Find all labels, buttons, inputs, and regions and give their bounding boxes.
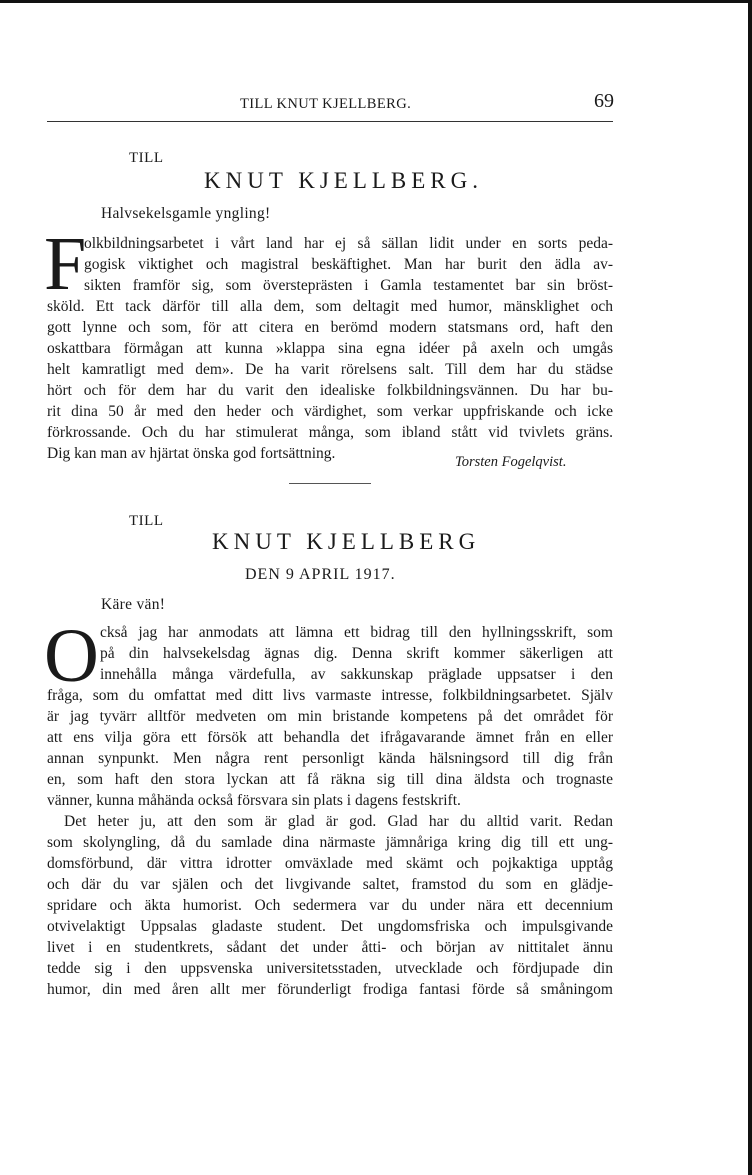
section1-dropcap: F [44, 222, 87, 306]
section2-line: otvivelaktigt Uppsalas gladaste student. Det ungdomsfriska och impulsgivande [47, 918, 613, 935]
section1-signature: Torsten Fogelqvist. [455, 454, 567, 470]
section2-till: TILL [129, 513, 164, 529]
section1-line: helt kamratligt med dem». De ha varit rörelsens salt. Till dem har du städse [47, 361, 613, 378]
section1-line: sikten framför sig, som översteprästen i Gamla testamentet bar sin bröst- [84, 277, 613, 294]
running-header-title: TILL KNUT KJELLBERG. [240, 96, 412, 112]
section1-line: förkrossande. Och du har stimulerat många, som ibland stått vid tvivlets gräns. [47, 424, 613, 441]
section1-line: olkbildningsarbetet i vårt land har ej så sällan lidit under en sorts peda- [84, 235, 613, 252]
section1-line: gott lynne och som, för att citera en berömd modern statsmans ord, haft den [47, 319, 613, 336]
section2-line: att ens vilja göra ett försök att behandla det ifrågavarande ämnet från en eller [47, 729, 613, 746]
section2-line: vänner, kunna måhända också försvara sin plats i dagens festskrift. [47, 792, 461, 809]
section1-line: Dig kan man av hjärtat önska god fortsättning. [47, 445, 336, 462]
section2-line: fråga, som du omfattat med ditt livs varmaste intresse, folkbildningsarbetet. Själv [47, 687, 613, 704]
section1-line: oskattbara förmågan att kunna »klappa sina egna idéer på axeln och umgås [47, 340, 613, 357]
section2-title: KNUT KJELLBERG [212, 529, 481, 554]
section1-till: TILL [129, 150, 164, 166]
section2-line: humor, din med åren allt mer förunderligt frodiga fantasi förde så småningom [47, 981, 613, 998]
scan-right-edge [748, 0, 752, 1175]
section2-line: spridare och äkta humorist. Och sedermera var du under nära ett decennium [47, 897, 613, 914]
section2-line: Det heter ju, att den som är glad är god. Glad har du alltid varit. Redan [64, 813, 613, 830]
section2-line: ckså jag har anmodats att lämna ett bidrag till den hyllningsskrift, som [100, 624, 613, 641]
section-divider [289, 483, 371, 484]
section1-title: KNUT KJELLBERG. [204, 168, 484, 193]
section1-line: sköld. Ett tack därför till alla dem, som deltagit med humor, mänsklighet och [47, 298, 613, 315]
scan-top-edge [0, 0, 752, 3]
section2-line: och där du var själen och det livgivande saltet, framstod du som en glädje- [47, 876, 613, 893]
section2-line: domsförbund, där vittra idrotter omväxlade med skämt och pojkaktiga upptåg [47, 855, 613, 872]
page-number: 69 [594, 90, 614, 112]
section2-line: innehålla många värdefulla, av sakkunskap präglade uppsatser i den [100, 666, 613, 683]
section1-salutation: Halvsekelsgamle yngling! [101, 205, 271, 222]
header-rule [47, 121, 613, 122]
section1-line: hört och för dem har du varit den idealiske folkbildningsvännen. Du har bu- [47, 382, 613, 399]
section2-line: livet i en studentkrets, sådant det under åtti- och början av nittitalet ännu [47, 939, 613, 956]
section2-dropcap: O [44, 614, 99, 698]
section2-line: på din halvsekelsdag ägnas dig. Denna skrift kommer säkerligen att [100, 645, 613, 662]
section2-line: är jag tyvärr alltför medveten om min bristande kompetens på det området för [47, 708, 613, 725]
section2-line: tedde sig i den uppsvenska universitetsstaden, utvecklade och fördjupade din [47, 960, 613, 977]
section2-line: som skolyngling, då du samlade dina närmaste jämnåriga kring dig till ett ung- [47, 834, 613, 851]
section2-line: en, som haft den stora lyckan att få räkna sig till dina äldsta och trognaste [47, 771, 613, 788]
section2-salutation: Käre vän! [101, 596, 166, 613]
section1-line: rit dina 50 år med den heder och värdighet, som verkar uppfriskande och icke [47, 403, 613, 420]
section2-date: DEN 9 APRIL 1917. [245, 566, 396, 583]
section2-line: annan synpunkt. Men några rent personligt kända hälsningsord till dig från [47, 750, 613, 767]
section1-line: gogisk viktighet och magistral beskäftighet. Man har burit den ädla av- [84, 256, 613, 273]
